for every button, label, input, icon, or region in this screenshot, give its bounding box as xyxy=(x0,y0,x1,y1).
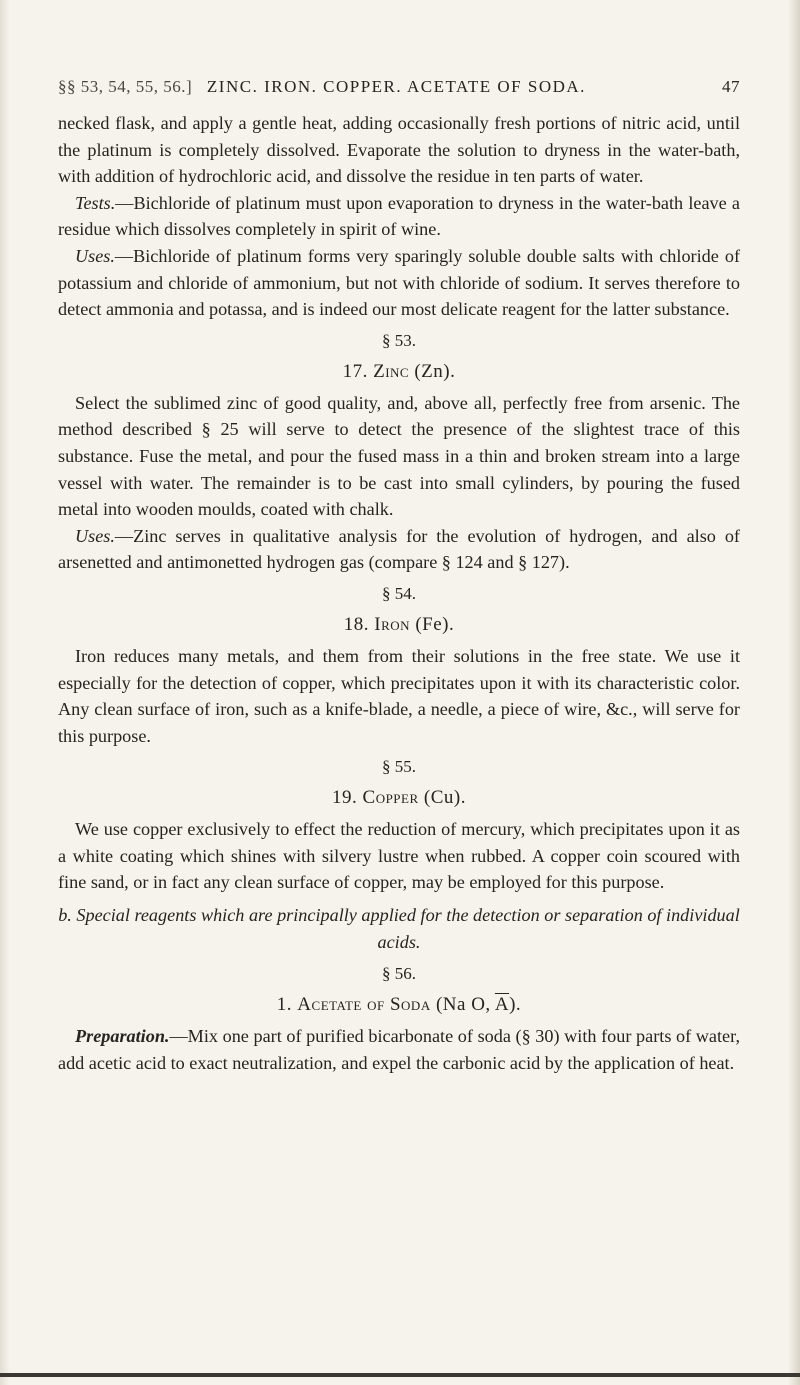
zinc-name: Zinc xyxy=(373,360,410,382)
platinum-tests-paragraph xyxy=(58,190,740,243)
subsection-b-heading xyxy=(58,902,740,956)
uses-text: —Bichloride of platinum forms very sparingly soluble double salts with chloride of potassium and chloride of ammonium, but not with chloride of sodium. It serves therefore to detect ammonia and potassa, and is indeed our most delicate reagent for the latter substance. xyxy=(58,245,740,320)
acetate-preparation-paragraph xyxy=(58,1023,740,1076)
acetate-formula-bar: $\overline{A}$ xyxy=(494,994,510,1016)
section-54-mark: § 54. xyxy=(382,583,416,603)
bottom-border xyxy=(0,1373,800,1377)
subsection-b-letter: b. xyxy=(58,905,72,926)
page-body xyxy=(58,110,740,1076)
page-number: 47 xyxy=(722,77,740,96)
running-head xyxy=(58,77,740,97)
preparation-label: Preparation. xyxy=(75,1026,170,1047)
acetate-number: 1. xyxy=(276,994,293,1016)
acetate-heading xyxy=(58,991,740,1019)
iron-formula: (Fe). xyxy=(415,613,455,635)
zinc-paragraph: Select the sublimed zinc of good quality, and, above all, perfectly free from arsenic. The method described § 25 will serve to detect the presence of the slightest trace of this substance. Fuse the metal, and pour the fused mass in a thin and broken stream into a large vessel with water. The remainder is to be cast into small cylinders, by pouring the fused metal into wooden moulds, coated with chalk. xyxy=(58,392,740,520)
zinc-uses-label: Uses. xyxy=(75,525,115,546)
section-53-mark: § 53. xyxy=(382,330,416,350)
tests-label: Tests. xyxy=(75,192,116,213)
section-56-mark: § 56. xyxy=(382,964,416,984)
iron-name: Iron xyxy=(374,613,411,635)
zinc-uses-text: —Zinc serves in qualitative analysis for the evolution of hydrogen, and also of arsenetted and antimonetted hydrogen gas (compare § 124 and § 127). xyxy=(58,525,740,573)
zinc-uses-paragraph xyxy=(58,523,740,576)
page-edge-left xyxy=(0,0,10,1385)
zinc-heading xyxy=(58,358,740,386)
acetate-formula-suffix: ). xyxy=(509,994,522,1016)
preparation-text: —Mix one part of purified bicarbonate of soda (§ 30) with four parts of water, add acetic acid to exact neutralization, and expel the carbonic acid by the application of heat. xyxy=(58,1026,740,1073)
copper-name: Copper xyxy=(362,787,419,809)
iron-number: 18. xyxy=(343,613,370,635)
platinum-paragraph: necked flask, and apply a gentle heat, adding occasionally fresh portions of nitric acid, until the platinum is completely dissolved. Evaporate the solution to dryness in the water-bath, with addition of hydrochloric acid, and dissolve the residue in ten parts of water. xyxy=(58,113,740,187)
copper-heading xyxy=(58,784,740,812)
running-head-sections: §§ 53, 54, 55, 56.] xyxy=(58,77,193,96)
running-head-title: ZINC. IRON. COPPER. ACETATE OF SODA. xyxy=(206,77,586,96)
iron-heading xyxy=(58,611,740,639)
tests-text: —Bichloride of platinum must upon evaporation to dryness in the water-bath leave a residue which dissolves completely in spirit of wine. xyxy=(58,192,740,240)
iron-paragraph: Iron reduces many metals, and them from their solutions in the free state. We use it especially for the detection of copper, which precipitates upon it with its characteristic color. Any clean surface of iron, such as a knife-blade, a needle, a piece of wire, &c., will serve for this purpose. xyxy=(58,645,740,746)
zinc-formula: (Zn). xyxy=(414,360,456,382)
copper-formula: (Cu). xyxy=(423,787,466,809)
section-55-mark: § 55. xyxy=(382,757,416,777)
uses-label: Uses. xyxy=(75,245,115,266)
copper-paragraph: We use copper exclusively to effect the reduction of mercury, which precipitates upon it as a white coating which shines with silvery lustre when rubbed. A copper coin scoured with fine sand, or in fact any clean surface of copper, may be employed for this purpose. xyxy=(58,819,740,893)
subsection-b-title: Special reagents which are principally applied for the detection or separation of individual acids. xyxy=(76,905,740,953)
copper-number: 19. xyxy=(332,787,358,809)
acetate-formula-prefix: (Na O, xyxy=(435,994,495,1016)
platinum-uses-paragraph xyxy=(58,243,740,323)
acetate-name: Acetate of Soda xyxy=(297,994,431,1016)
page-edge-right xyxy=(788,0,800,1385)
zinc-number: 17. xyxy=(342,360,368,382)
